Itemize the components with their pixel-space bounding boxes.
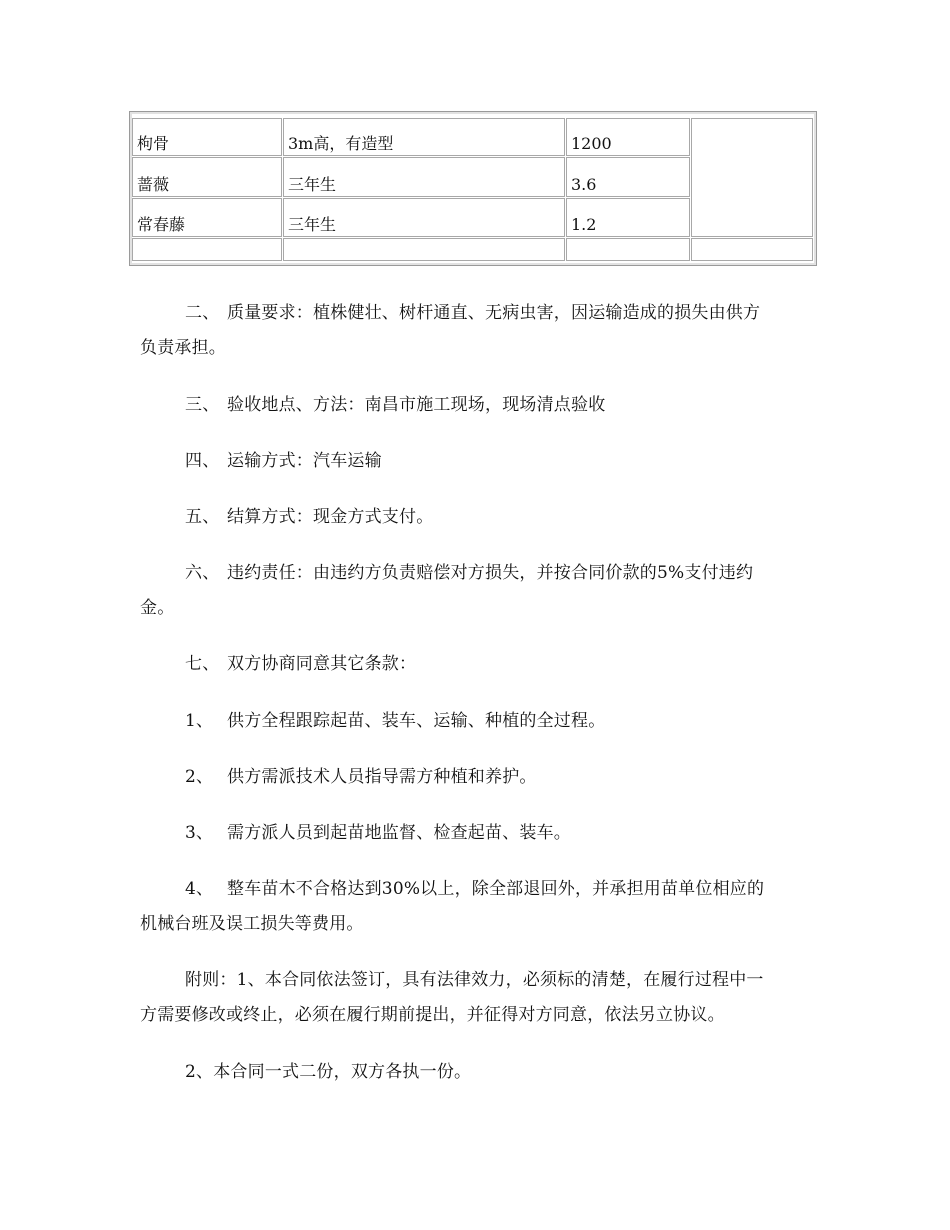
item-line [140, 872, 820, 907]
cell-text: 三年生 [288, 175, 337, 194]
item-text: 供方需派技术人员指导需方种植和养护。 [227, 767, 537, 787]
cell-text: 蔷薇 [137, 175, 170, 194]
clause-line: 金。 [140, 598, 175, 618]
table-cell [566, 238, 690, 261]
item-number: 2、 [185, 767, 214, 787]
table-cell [283, 198, 565, 237]
table-cell [132, 157, 282, 197]
cell-text: 1.2 [571, 215, 597, 234]
clause-number: 五、 [185, 507, 220, 527]
item-line [140, 760, 820, 795]
price-table [129, 111, 817, 266]
item-1 [140, 704, 820, 739]
appendix-line: 方需要修改或终止，必须在履行期前提出，并征得对方同意，依法另立协议。 [140, 1005, 725, 1025]
clause-2 [140, 296, 820, 366]
clause-number: 四、 [185, 451, 220, 471]
appendix-paragraph [140, 963, 820, 1033]
clause-6 [140, 556, 820, 626]
table-cell [691, 238, 813, 261]
clause-line [140, 388, 820, 423]
item-2 [140, 760, 820, 795]
clause-5 [140, 500, 820, 535]
clause-text: 违约责任：由违约方负责赔偿对方损失，并按合同价款的5%支付违约 [227, 563, 754, 583]
clause-text: 结算方式：现金方式支付。 [227, 507, 434, 527]
cell-text: 枸骨 [137, 134, 170, 153]
clause-line [140, 296, 820, 331]
item-text: 整车苗木不合格达到30%以上，除全部退回外，并承担用苗单位相应的 [227, 879, 765, 899]
item-3 [140, 816, 820, 851]
table-cell-merged [691, 118, 813, 237]
clause-line [140, 556, 820, 591]
item-line [140, 816, 820, 851]
clause-line [140, 647, 820, 682]
table-cell [566, 118, 690, 156]
cell-text: 常春藤 [137, 215, 186, 234]
clause-text: 运输方式：汽车运输 [227, 451, 382, 471]
table-cell [283, 118, 565, 156]
table-cell [283, 157, 565, 197]
table-cell [132, 118, 282, 156]
cell-text: 三年生 [288, 215, 337, 234]
appendix-line: 2、本合同一式二份，双方各执一份。 [185, 1062, 472, 1082]
clause-number: 六、 [185, 563, 220, 583]
item-line: 机械台班及误工损失等费用。 [140, 914, 364, 934]
clause-line [140, 500, 820, 535]
table-cell [132, 238, 282, 261]
clause-4 [140, 444, 820, 479]
cell-text: 1200 [571, 134, 612, 153]
appendix-paragraph [140, 1055, 820, 1090]
cell-text: 3m高，有造型 [288, 134, 394, 153]
clause-line [140, 444, 820, 479]
item-number: 3、 [185, 823, 214, 843]
appendix-line: 附则：1、本合同依法签订，具有法律效力，必须标的清楚，在履行过程中一 [185, 970, 764, 990]
table-cell [566, 157, 690, 197]
table-cell [283, 238, 565, 261]
clause-text: 质量要求：植株健壮、树杆通直、无病虫害，因运输造成的损失由供方 [227, 303, 761, 323]
cell-text: 3.6 [571, 175, 597, 194]
item-4 [140, 872, 820, 942]
clause-number: 七、 [185, 654, 220, 674]
item-number: 1、 [185, 711, 214, 731]
table-cell [132, 198, 282, 237]
item-line [140, 704, 820, 739]
item-text: 供方全程跟踪起苗、装车、运输、种植的全过程。 [227, 711, 606, 731]
clause-line: 负责承担。 [140, 338, 226, 358]
item-text: 需方派人员到起苗地监督、检查起苗、装车。 [227, 823, 571, 843]
clause-7 [140, 647, 820, 682]
item-number: 4、 [185, 879, 214, 899]
table-cell [566, 198, 690, 237]
clause-3 [140, 388, 820, 423]
clause-text: 验收地点、方法：南昌市施工现场，现场清点验收 [227, 395, 606, 415]
clause-number: 三、 [185, 395, 220, 415]
clause-number: 二、 [185, 303, 220, 323]
clause-text: 双方协商同意其它条款： [227, 654, 417, 674]
